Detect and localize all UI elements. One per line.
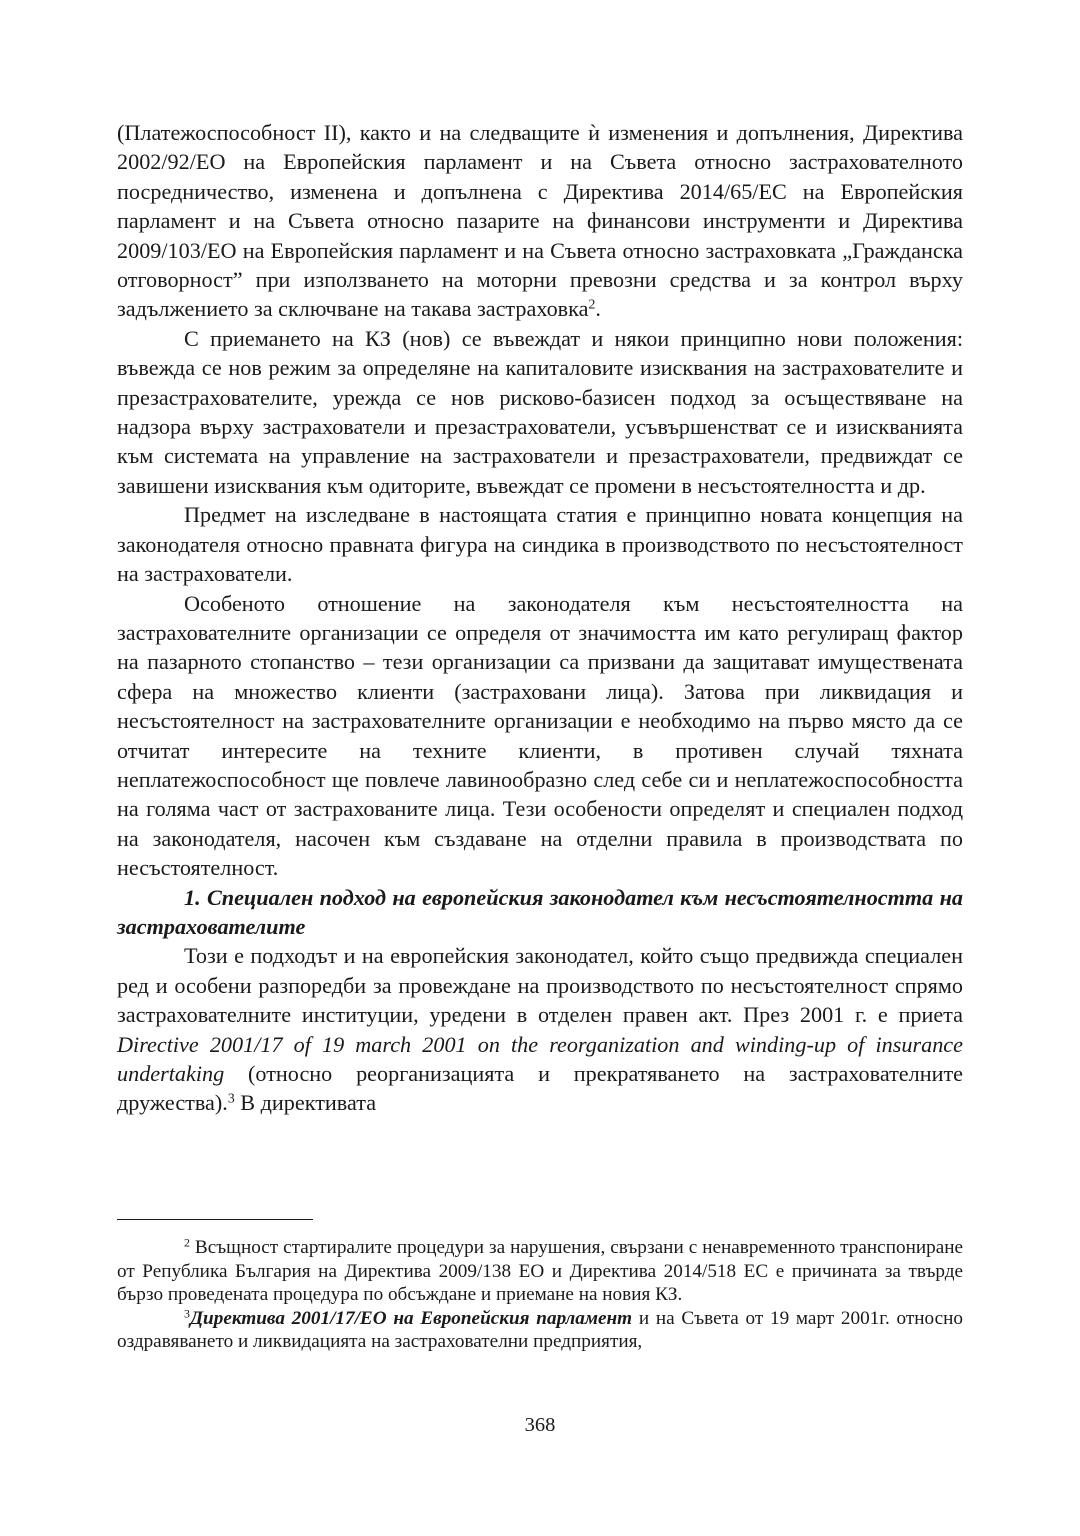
paragraph: Предмет на изследване в настоящата статия е принципно новата концепция на законодателя относно правната фигура на синдика в производството по несъстоятелност на застрахователи.	[117, 502, 963, 587]
footnote-mark: 2	[184, 1235, 190, 1250]
directive-title: Directive 2001/17 of 19 march 2001 on the reorganization and winding-up of insurance undertaking	[117, 1031, 963, 1086]
footnotes	[117, 1236, 963, 1354]
paragraph: С приемането на КЗ (нов) се въвеждат и някои принципно нови положения: въвежда се нов режим за определяне на капиталовите изисквания на застрахователите и презастрахователите, урежда се нов рисково-базисен подход за осъществяване на надзора върху застрахователи и презастрахователи, усъвършенстват се и изискванията към системата на управление на застрахователи и презастрахователи, предвиждат се завишени изисквания към одиторите, въвеждат се промени в несъстоятелността и др.	[117, 325, 963, 498]
paragraph: Този е подходът и на европейския законодател, който също предвижда специален ред и особени разпоредби за провеждане на производството по несъстоятелност спрямо застрахователните институции, уредени в отделен правен акт. През 2001 г. е приета Directive 2001/17 of 19 march 2001 on the reorganization and winding-up of insurance undertaking (относно реорганизацията и прекратяването на застрахователните дружества).$^3$ В директивата	[117, 943, 963, 1116]
footnote-ref-2[interactable]: 2	[588, 296, 596, 312]
footnote-ref-3[interactable]: 3	[227, 1090, 235, 1106]
section-heading: 1. Специален подход на европейския законодател към несъстоятелността на застрахователите	[117, 884, 963, 939]
page-number: 368	[524, 1414, 556, 1436]
footnote-divider	[117, 1219, 313, 1220]
main-text	[117, 118, 963, 1118]
paragraph-continued: (Платежоспособност II), както и на следващите ѝ изменения и допълнения, Директива 2002/92/ЕО на Европейския парламент и на Съвета относно застрахователното посредничество, изменена и допълнена с Директива 2014/65/ЕС на Европейския парламент и на Съвета относно пазарите на финансови инструменти и Директива 2009/103/ЕО на Европейския парламент и на Съвета относно застраховката „Гражданска отговорност” при използването на моторни превозни средства и за контрол върху задължението за сключване на такава застраховка$^2$.	[117, 120, 963, 322]
paragraph-text: (Платежоспособност II), както и на следващите ѝ изменения и допълнения, Директива 2002/92/ЕО на Европейския парламент и на Съвета относно застрахователното посредничество, изменена и допълнена с Директива 2014/65/ЕС на Европейския парламент и на Съвета относно пазарите на финансови инструменти и Директива 2009/103/ЕО на Европейския парламент и на Съвета относно застраховката „Гражданска отговорност” при използването на моторни превозни средства и за контрол върху задължението за сключване на такава застраховка	[117, 120, 963, 322]
footnote-mark: 3	[184, 1306, 190, 1321]
footnote-emphasis: Директива 2001/17/ЕО на Европейския парламент	[189, 1307, 633, 1329]
footnote-2: $^2$ Всъщност стартиралите процедури за нарушения, свързани с ненавременното транспониране от Република България на Директива 2009/138 ЕО и Директива 2014/518 ЕС е причината за твърде бързо проведената процедура по обсъждане и приемане на новия КЗ.	[117, 1235, 963, 1306]
footnote-3: $^3$Директива 2001/17/ЕО на Европейския парламент и на Съвета от 19 март 2001г. относно оздравяването и ликвидацията на застрахователни предприятия,	[117, 1306, 963, 1353]
paragraph: Особеното отношение на законодателя към несъстоятелността на застрахователните организации се определя от значимостта им като регулиращ фактор на пазарното стопанство – тези организации са призвани да защитават имуществената сфера на множество клиенти (застраховани лица). Затова при ликвидация и несъстоятелност на застрахователните организации е необходимо на първо място да се отчитат интересите на техните клиенти, в противен случай тяхната неплатежоспособност ще повлече лавинообразно след себе си и неплатежоспособността на голяма част от застрахованите лица. Тези особености определят и специален подход на законодателя, насочен към създаване на отделни правила в производствата по несъстоятелност.	[117, 590, 963, 881]
